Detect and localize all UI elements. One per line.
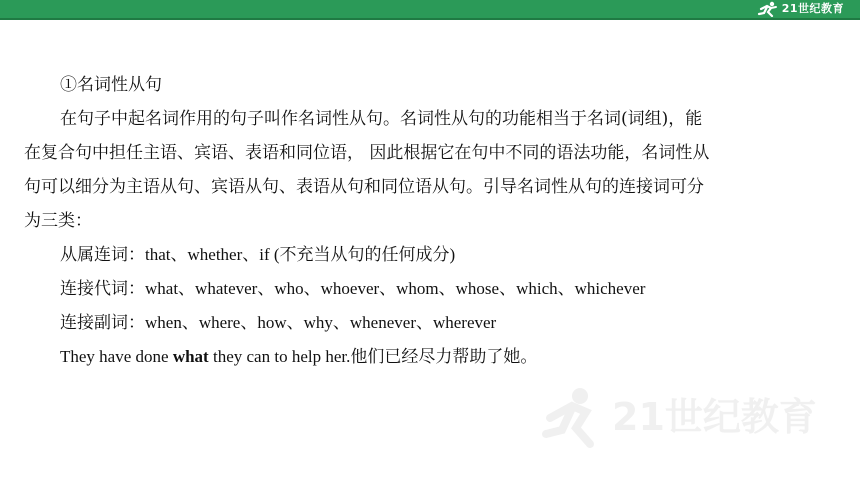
paragraph-line: 在复合句中担任主语、宾语、表语和同位语， 因此根据它在句中不同的语法功能，名词性从 (24, 143, 710, 163)
connective-words: that、whether、if (不充当从句的任何成分) (145, 245, 456, 264)
example-sentence (24, 340, 839, 374)
runner-icon (757, 1, 779, 17)
connective-label: 连接代词： (60, 279, 145, 299)
brand-logo (757, 0, 844, 18)
connective-label: 从属连词： (60, 245, 145, 265)
paragraph-line: 句可以细分为主语从句、宾语从句、表语从句和同位语从句。引导名词性从句的连接词可分 (24, 177, 704, 197)
example-text-before: They have done (60, 347, 173, 366)
connective-subordinating (24, 238, 839, 272)
intro-paragraph (24, 102, 839, 238)
example-translation: 他们已经尽力帮助了她。 (350, 347, 538, 367)
header-bar-shadow (0, 18, 860, 20)
main-content (24, 68, 839, 374)
connective-label: 连接副词： (60, 313, 145, 333)
connective-pronouns (24, 272, 839, 306)
paragraph-line: 在句子中起名词作用的句子叫作名词性从句。名词性从句的功能相当于名词(词组)，能 (60, 109, 703, 129)
example-text-after: they can to help her. (208, 347, 351, 366)
header-bar (0, 0, 860, 18)
paragraph-line: 为三类： (24, 211, 92, 231)
brand-logo-text: 21世纪教育 (781, 2, 844, 15)
connective-words: when、where、how、why、whenever、wherever (145, 313, 497, 332)
section-heading: ①名词性从句 (60, 75, 162, 95)
watermark-text: 21世纪教育 (612, 395, 817, 439)
connective-adverbs (24, 306, 839, 340)
example-keyword: what (172, 347, 209, 366)
watermark-logo (540, 378, 840, 458)
connective-words: what、whatever、who、whoever、whom、whose、which、whichever (145, 279, 646, 298)
